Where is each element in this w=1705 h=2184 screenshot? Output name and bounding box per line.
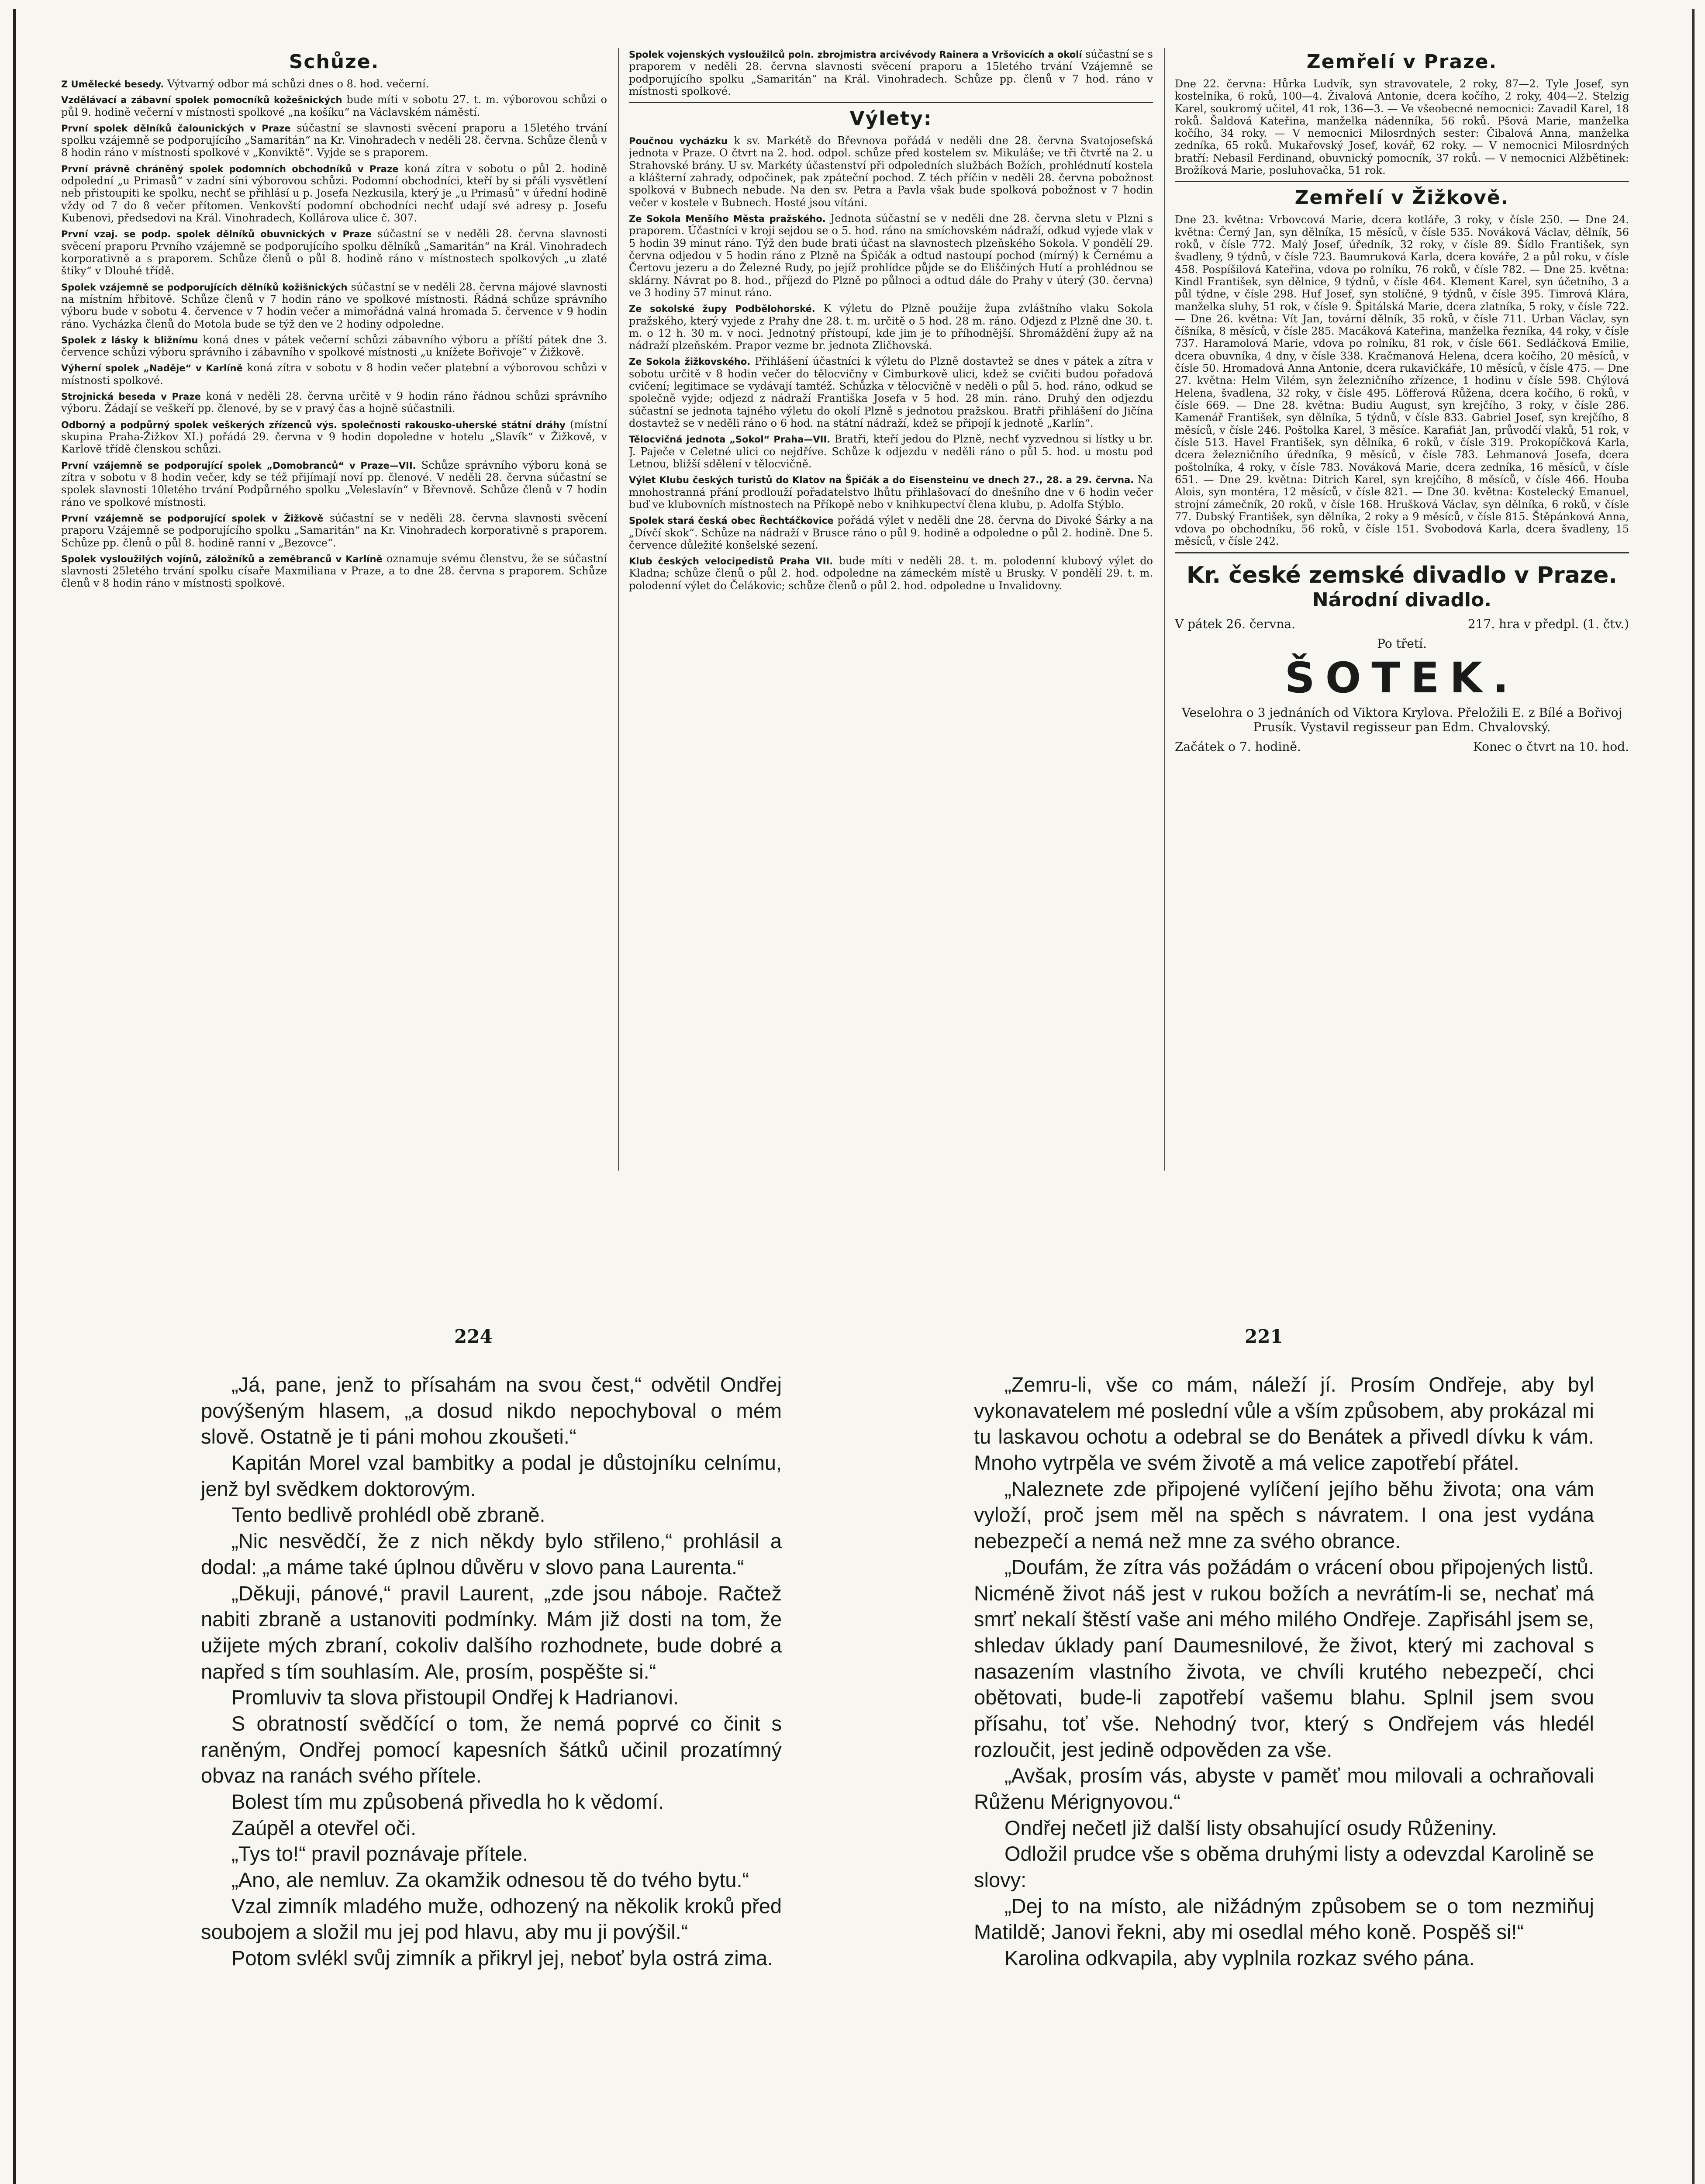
notice-lead: Poučnou vycházku [629, 136, 728, 147]
trips-top-items [629, 48, 1153, 97]
novel-paragraph: „Děkuji, pánové,“ pravil Laurent, „zde jsou náboje. Račtež nabiti zbraně a ustanoviti podmínky. Mám již dosti na tom, že užijete mých zbraní, cokoliv dalšího rozhodnete, bude dobré a napřed s tím souhlasím. Ale, prosím, pospěšte si.“ [201, 1581, 782, 1683]
novel-paragraph: „Nic nesvědčí, že z nich někdy bylo střileno,“ prohlásil a dodal: „a máme také úplnou důvěru v slovo pana Laurenta.“ [201, 1529, 782, 1579]
novel-paragraph: „Zemru-li, vše co mám, náleží jí. Prosím Ondřeje, aby byl vykonavatelem mé poslední vůle a vším způsobem, aby prokázal mi tu laskavou ochotu a odebral se do Benátek a přivedl dívku k vám. Mnoho vytrpěla ve svém životě a má velice zapotřebí přátel. [974, 1373, 1594, 1475]
performance-line [1175, 617, 1629, 631]
deaths-prague-text: Dne 22. června: Hůrka Ludvík, syn stravovatele, 2 roky, 87—2. Tyle Josef, syn kostelníka, 6 roků, 100—4. Živalová Antonie, dcera kočího, 2 roky, 404—2. Stelzig Karel, soukromý učitel, 41 rok, 136—3. — Ve všeobecné nemocnici: Zavadil Karel, 18 roků. Šaldová Kateřina, manželka nádenníka, 56 roků. Pšová Marie, manželka kočího, 34 roky. — V nemocnici Milosrdných sester: Čibalová Anna, manželka zedníka, 65 roků. Mukařovský Josef, kovář, 62 roky. — V nemocnici Milosrdných bratří: Nebasil Ferdinand, obuvnický pomocník, 37 roků. — V nemocnici Alžbětinek: Brožíková Marie, posluhovačka, 51 rok. [1175, 77, 1629, 177]
notice-lead: První právně chráněný spolek podomních obchodníků v Praze [61, 163, 399, 174]
notice-item [629, 135, 1153, 209]
notice-item [61, 93, 607, 118]
notice-text: Výtvarný odbor má schůzi dnes o 8. hod. večerní. [167, 77, 429, 90]
notice-lead: Spolek stará česká obec Řechtáčkovice [629, 515, 834, 526]
notice-text: koná dnes v pátek večerní schůzi zábavního výboru a příští pátek dne 3. července schůzi výboru správního i zábavního v spolkové místnosti „u knížete Bořivoje“ v Žižkově. [61, 333, 607, 359]
notice-item [61, 281, 607, 330]
notice-text: súčastní se v neděli 28. června májové slavnosti na místním hřbitově. Schůze členů v 7 hodin ráno ve spolkové místnosti. Řádná schůze správního výboru bude v sobotu 4. července v 7 hodin večer a mimořádná valná hromada 5. července v 9 hodin ráno. Vycházka členů do Motola bude se týž den ve 2 hodiny odpoledne. [61, 280, 607, 330]
column-deaths-theatre [1175, 48, 1629, 1179]
novel-paragraph: Odložil prudce vše s oběma druhými listy a odevzdal Karolině se slovy: [974, 1842, 1594, 1892]
notice-text: súčastní se v neděli 28. června slavnosti svěcení praporu Vzájemně se podporujícího spolku „Samaritán“ na Kr. Vinohradech korporativně s praporem. Schůze pp. členů o půl 8. hodině ranní v „Bezovce“. [61, 511, 607, 549]
notice-text: súčastní se s praporem v neděli 28. června slavnosti svěcení praporu a 15letého trvání Vzájemně se podporujícího spolku „Samaritán“ na Král. Vinohradech. Schůze pp. členů v 7 hod. ráno v místnosti spolkové. [629, 48, 1153, 97]
notice-lead: Tělocvičná jednota „Sokol“ Praha—VII. [629, 434, 831, 445]
notice-lead: Klub českých velocipedistů Praha VII. [629, 556, 833, 567]
notice-item [629, 355, 1153, 429]
notice-lead: Odborný a podpůrný spolek veškerých zřízenců výs. společnosti rakousko-uherské státní dráhy [61, 419, 566, 430]
notice-lead: Z Umělecké besedy. [61, 79, 164, 90]
novel-paragraph: „Naleznete zde připojené vylíčení jejího běhu života; ona vám vyloží, proč jsem měl na spěch s návratem. I ona jest vydána nebezpečí a nemá než mne za svého obrance. [974, 1477, 1594, 1553]
novel-paragraph: Bolest tím mu způsobená přivedla ho k vědomí. [231, 1790, 664, 1813]
novel-paragraph: „Ano, ale nemluv. Za okamžik odnesou tě do tvého bytu.“ [231, 1868, 749, 1892]
notice-item [629, 555, 1153, 592]
end-time: Konec o čtvrt na 10. hod. [1473, 740, 1629, 754]
notice-item [61, 362, 607, 387]
play-title: ŠOTEK. [1284, 653, 1519, 703]
performance-schedule [1175, 740, 1629, 754]
notice-item [61, 228, 607, 277]
performance-date: V pátek 26. června. [1175, 617, 1295, 632]
notice-lead: Výlet Klubu českých turistů do Klatov na Špičák a do Eisensteinu ve dnech 27., 28. a 29. června. [629, 475, 1134, 486]
novel-paragraph: „Tys to!“ pravil poznávaje přítele. [231, 1842, 528, 1866]
start-time: Začátek o 7. hodině. [1175, 740, 1301, 754]
notice-item [629, 302, 1153, 352]
notice-item [61, 334, 607, 359]
novel-paragraph: Potom svlékl svůj zimník a přikryl jej, neboť byla ostrá zima. [231, 1946, 773, 1970]
notice-text: koná zítra v sobotu v 8 hodin večer platební a výborovou schůzi v místnosti spolkové. [61, 362, 607, 387]
play-description: Veselohra o 3 jednáních od Viktora Krylova. Přeložili E. z Bílé a Bořivoj Prusík. Vystavil regisseur pan Edm. Chvalovský. [1181, 705, 1622, 735]
deaths-prague-heading: Zemřelí v Praze. [1306, 51, 1498, 73]
notice-lead: Strojnická beseda v Praze [61, 391, 201, 402]
novel-left-column [201, 1372, 782, 1971]
notice-text: bude míti v sobotu 27. t. m. výborovou schůzi o půl 9. hodině večerní v místnosti spolkové „na košíku“ na Václavském náměstí. [61, 93, 607, 118]
notice-text: Schůze správního výboru koná se zítra v sobotu v 8 hodin večer, kdy se též přijímají noví pp. členové. V neděli 28. června súčastní se spolek slavnosti 10letého trvání Podpůrného spolku „Veleslavín“ v Břevnově. Schůze členů v 7 hodin ráno ve spolkové místnosti. [61, 459, 607, 508]
notice-item [61, 390, 607, 415]
notice-text: súčastní se slavnosti svěcení praporu a 15letého trvání spolku vzájemně se podporujícího „Samaritán“ na Kr. Vinohradech v neděli 28. června. Schůze členů v 8 hodin ráno v místnosti spolkové v „Konviktě“. Vyjde se s praporem. [61, 121, 607, 159]
notice-lead: Spolek z lásky k bližnímu [61, 335, 198, 346]
performance-times: Po třetí. [1377, 636, 1427, 651]
notice-lead: První vzájemně se podporující spolek v Žižkově [61, 513, 324, 524]
notice-item [629, 212, 1153, 299]
newspaper-section [61, 48, 1629, 1179]
trips-items [629, 135, 1153, 592]
novel-paragraph: Karolina odkvapila, aby vyplnila rozkaz svého pána. [1004, 1946, 1475, 1970]
notice-text: (místní skupina Praha-Žižkov XI.) pořádá 29. června v 9 hodin dopoledne v hotelu „Slavík“ v Žižkově, v Karlově třídě členskou schůzi. [61, 418, 607, 456]
notice-lead: Spolek vzájemně se podporujících dělníků kožišnických [61, 282, 348, 293]
notice-item [61, 512, 607, 549]
notice-item [61, 459, 607, 508]
column-divider [618, 48, 619, 1171]
notice-text: Bratři, kteří jedou do Plzně, nechť vyzvednou si lístky u br. J. Paječe v Celetné ulici co nejdříve. Schůze k odjezdu v neděli ráno o půl 5. hod. u mostu pod Letnou, bližší sdělení v tělocvičně. [629, 433, 1153, 470]
deaths-zizkov-text: Dne 23. května: Vrbovcová Marie, dcera kotláře, 3 roky, v čísle 250. — Dne 24. května: Černý Jan, syn dělníka, 15 měsíců, v čísle 535. Nováková Václav, dělník, 56 roků, v čísle 772. Malý Josef, úředník, 32 roky, v čísle 89. Šídlo František, syn švadleny, 9 týdnů, v čísle 723. Baumruková Karla, dcera kováře, 2 a půl roku, v čísle 458. Pospíšilová Kateřina, vdova po rolníku, 76 roků, v čísle 782. — Dne 25. května: Kindl František, syn dělnice, 9 týdnů, v čísle 464. Klement Karel, syn účetního, 3 a půl týdne, v čísle 298. Huf Josef, syn stolíčné, 9 týdnů, v čísle 395. Timrová Klára, manželka sluhy, 51 rok, v čísle 9. Špitálská Marie, dcera zlatníka, 5 roky, v čísle 722. — Dne 26. května: Vít Jan, tovární dělník, 35 roků, v čísle 711. Urban Václav, syn číšníka, 8 měsíců, v čísle 285. Macáková Kateřina, manželka řezníka, 44 roky, v čísle 737. Haramolová Marie, vdova po rolníku, 81 rok, v čísle 661. Sedláčková Emilie, dcera obuvníka, 4 dny, v čísle 338. Kračmanová Helena, dcera kočího, 20 měsíců, v čísle 50. Hromadová Anna Antonie, dcera rukavičkáře, 10 měsíců, v čísle 475. — Dne 27. května: Helm Vilém, syn železničního zřízence, 1 hodinu v čísle 598. Chýlová Helena, švadlena, 32 roky, v čísle 495. Löfferová Růžena, dcera kočího, 6 roků, v čísle 669. — Dne 28. května: Budiu August, syn krejčího, 3 roky, v čísle 286. Kamenář František, syn dělníka, 5 týdnů, v čísle 833. Gabriel Josef, syn krejčího, 8 měsíců, v čísle 246. Poštolka Karel, 3 měsíce. Karafiát Jan, průvodčí vlaků, 51 rok, v čísle 513. Havel František, syn dělníka, 6 roků, v čísle 319. Prokopíčková Karla, dcera železničního úředníka, 9 měsíců, v čísle 783. Lehmanová Josefa, dcera poštolníka, 4 roky, v čísle 783. Nováková Marie, dcera zedníka, 16 měsíců, v čísle 651. — Dne 29. května: Ditrich Karel, syn krejčího, 8 měsíců, v čísle 466. Houba Alois, syn montéra, 12 měsíců, v čísle 821. — Dne 30. května: Kostelecký Emanuel, strojní zámečník, 20 roků, v čísle 168. Hrušková Václav, syn dělníka, 6 roků, v čísle 77. Dubský František, syn dělníka, 2 roky a 9 měsíců, v čísle 815. Štěpánková Anna, vdova po obchodníku, 56 roků, v čísle 151. Svobodová Karla, dcera švadleny, 15 měsíců, v čísle 242. [1175, 214, 1629, 548]
page-number-right: 221 [1245, 1326, 1283, 1347]
notice-lead: Spolek vojenských vysloužilců poln. zbrojmistra arcivévody Rainera a Vršovicích a okolí [629, 49, 1082, 60]
meetings-heading: Schůze. [289, 51, 380, 73]
novel-paragraph: „Dej to na místo, ale nižádným způsobem se o tom nezmiňuj Matildě; Janovi řekni, aby mi osedlal mého koně. Pospěš si!“ [974, 1894, 1594, 1944]
notice-text: koná zítra v sobotu o půl 2. hodině odpolední „u Primasů“ v zadní síni výborovou schůzi. Podomní obchodníci, kteří by si přáli vysvětlení neb přistoupiti ke spolku, nechť se přihlásí u p. Josefa Nezkusila, který je „u Primasů“ v úřední hodině vždy od 7 do 8 večer přítomen. Venkovští podomní obchodníci nechť udají své adresy p. Josefu Kubenovi, předsedovi na Král. Vinohradech, Kollárova ulice č. 307. [61, 162, 607, 225]
notice-lead: Ze sokolské župy Podbělohorské. [629, 304, 815, 314]
notice-text: koná v neděli 28. června určitě v 9 hodin ráno řádnou schůzi správního výboru. Žádají se veškeří pp. členové, by se v pravý čas a hojně súčastnili. [61, 390, 607, 415]
notice-lead: Ze Sokola Menšího Města pražského. [629, 214, 826, 225]
notice-text: bude míti v neděli 28. t. m. polodenní klubový výlet do Kladna; schůze členů o půl 2. hod. odpoledne na zámeckém místě u Brusky. V pondělí 29. t. m. polodenní výlet do Čelákovic; schůze členů o půl 2. hod. odpoledne u Invalidovny. [629, 555, 1153, 592]
notice-text: Jednota súčastní se v neděli dne 28. června sletu v Plzni s praporem. Účastníci v kroji sejdou se o 5. hod. ráno na smíchovském nádraží, odkud vyjede vlak v 5 hodin 39 minut ráno. Týž den bude brati účast na slavnostech plzeňského Sokola. V pondělí 29. června odjedou v 5 hodin ráno z Plzně na Špičák a odtud nastoupí pochod (mírný) k Černému a Čertovu jezeru a do Železné Rudy, po jejíž prohlídce půjde se do Eliščiných Hutí a prohlédnou se sklárny. Návrat po 8. hod., příjezd do Plzně po půlnoci a odtud dále do Prahy v úterý (30. června) ve 3 hodiny 57 minut ráno. [629, 212, 1153, 299]
notice-item [629, 48, 1153, 97]
notice-lead: Vzdělávací a zábavní spolek pomocníků kožešnických [61, 95, 342, 106]
novel-paragraph: Tento bedlivě prohlédl obě zbraně. [231, 1503, 545, 1527]
notice-item [61, 418, 607, 456]
theatre-subtitle: Národní divadlo. [1312, 589, 1492, 612]
notice-lead: Ze Sokola žižkovského. [629, 356, 751, 367]
section-rule [1175, 181, 1629, 182]
novel-paragraph: Vzal zimník mladého muže, odhozený na několik kroků před soubojem a složil mu jej pod hlavu, aby mu ji povýšil.“ [201, 1894, 782, 1944]
notice-text: k sv. Markétě do Břevnova pořádá v neděli dne 28. června Svatojosefská jednota v Praze. O čtvrt na 2. hod. odpol. schůze před kostelem sv. Mikuláše; ve tři čtvrtě na 2. u Strahovské brány. U sv. Markéty účastenství při odpoledních službách Božích, prohlédnutí kostela a klášterní zahrady, odpočinek, pak zpáteční pochod. Z téch příčin v neděli 28. června pobožnost spolková v Bubnech nebude. Na den sv. Petra a Pavla však bude spolková pobožnost v 7 hodin večer v kostele v Bubnech. Hosté jsou vítáni. [629, 135, 1153, 209]
column-trips [629, 48, 1153, 1179]
notice-lead: První spolek dělníků čalounických v Praze [61, 123, 291, 134]
notice-text: Přihlášení účastníci k výletu do Plzně dostavtež se dnes v pátek a zítra v sobotu určitě v 8 hodin večer do tělocvičny v Cimburkově ulici, kdež se cvičiti budou pořadová cvičení; legitimace se vydávají tamtéž. Schůzka v tělocvičně v neděli o půl 5. hod. ráno, odkud se společně vyjde; odjezd z nádraží Františka Josefa v 5 hod. 28 min. ráno. Druhý den odjezdu súčastní se jednota tajného výletu do okolí Plzně s jednotou pražskou. Bratři přihlášení do Jičína dostavtež se v neděli ráno o 6 hod. na státní nádraží, kdež se připojí k jednotě „Karlín“. [629, 355, 1153, 430]
notice-text: pořádá výlet v neděli dne 28. června do Divoké Šárky a na „Dívčí skok“. Schůze na nádraží v Brusce ráno o půl 9. hodině a odpoledne o půl 2. hodině. Dne 5. července důležité konšelské sezení. [629, 514, 1153, 551]
notice-text: Na mnohostranná přání prodlouží pořadatelstvo lhůtu přihlašovací do dnešního dne v 6 hodin večer buď ve klubovních místnostech na Příkopě nebo v knihkupectví člena klubu, p. Adolfa Stýblo. [629, 473, 1153, 511]
notice-item [61, 122, 607, 159]
novel-paragraph: Kapitán Morel vzal bambitky a podal je důstojníku celnímu, jenž byl svědkem doktorovým. [201, 1451, 782, 1500]
section-rule [1175, 552, 1629, 553]
notice-text: K výletu do Plzně použije župa zvláštního vlaku Sokola pražského, který vyjede z Prahy dne 28. t. m. určitě o 5 hod. 28 m. ráno. Odjezd z Plzně dne 30. t. m. o 12 h. 30 m. v noci. Jednotný přístoupí, kde jim je to příhodnější. Shromáždění župy až na nádraží plzeňském. Prapor vezme br. jednota Zličhovská. [629, 302, 1153, 352]
novel-paragraph: „Doufám, že zítra vás požádám o vrácení obou připojených listů. Nicméně život náš jest v rukou božích a nevrátím-li se, nechať má smrť nekalí štěstí vaše ani mého milého Ondřeje. Zapřisáhl jsem se, shledav úklady paní Daumesnilové, že život, který mi zachoval s nasazením vlastního života, ve chvíli krutého nebezpečí, chci obětovati, bude-li zapotřebí vašemu blahu. Splnil jsem svou přísahu, toť vše. Nehodný tvor, který s Ondřejem vás hledél rozloučit, jest jedině odpověden za vše. [974, 1555, 1594, 1761]
novel-paragraph: Promluviv ta slova přistoupil Ondřej k Hadrianovi. [231, 1686, 679, 1709]
notice-item [629, 433, 1153, 470]
section-rule [629, 102, 1153, 103]
theatre-name: Kr. české zemské divadlo v Praze. [1186, 562, 1618, 588]
notice-lead: První vzaj. se podp. spolek dělníků obuvnických v Praze [61, 229, 372, 240]
notice-text: súčastní se v neděli 28. června slavnosti svěcení praporu Prvního vzájemně se podporujícího spolku dělníků „Samaritán“ na Král. Vinohradech korporativně a s praporem. Schůze členů o půl 8. hodině ráno v místnostech spolkových „u zlaté štiky“ v Dlouhé třídě. [61, 228, 607, 277]
notice-lead: První vzájemně se podporující spolek „Domobranců“ v Praze—VII. [61, 460, 416, 471]
notice-item [629, 514, 1153, 551]
column-meetings [61, 48, 607, 1179]
notice-lead: Spolek vysloužilých vojínů, záložníků a zeměbranců v Karlíně [61, 553, 383, 564]
performance-number: 217. hra v předpl. (1. čtv.) [1467, 617, 1629, 632]
column-divider [1164, 48, 1165, 1171]
notice-text: oznamuje svému členstvu, že se súčastní slavnosti 25letého trvání spolku císaře Maxmiliana v Praze, a to dne 28. června s praporem. Schůze členů v 8 hodin ráno v místnosti spolkové. [61, 552, 607, 590]
trips-heading: Výlety: [849, 107, 932, 130]
novel-right-column [974, 1372, 1594, 1971]
notice-item [61, 162, 607, 225]
novel-paragraph: Zaúpěl a otevřel oči. [231, 1816, 417, 1839]
novel-paragraph: Ondřej nečetl již další listy obsahující osudy Růženiny. [1004, 1816, 1497, 1839]
notice-lead: Výherní spolek „Naděje“ v Karlíně [61, 363, 243, 374]
novel-paragraph: „Já, pane, jenž to přísahám na svou čest,“ odvětil Ondřej povýšeným hlasem, „a dosud nikdo nepochyboval o mém slově. Ostatně je ti páni mohou zkoušeti.“ [201, 1373, 782, 1448]
notice-item [61, 78, 607, 90]
notice-item [629, 473, 1153, 511]
novel-paragraph: S obratností svědčící o tom, že nemá poprvé co činit s raněným, Ondřej pomocí kapesních šátků učinil prozatímný obvaz na ranách svého přítele. [201, 1711, 782, 1787]
page-number-left: 224 [454, 1326, 493, 1347]
deaths-zizkov-heading: Zemřelí v Žižkově. [1294, 187, 1509, 209]
novel-paragraph: „Avšak, prosím vás, abyste v paměť mou milovali a ochraňovali Růženu Mérignyovou.“ [974, 1764, 1594, 1813]
notice-item [61, 553, 607, 590]
